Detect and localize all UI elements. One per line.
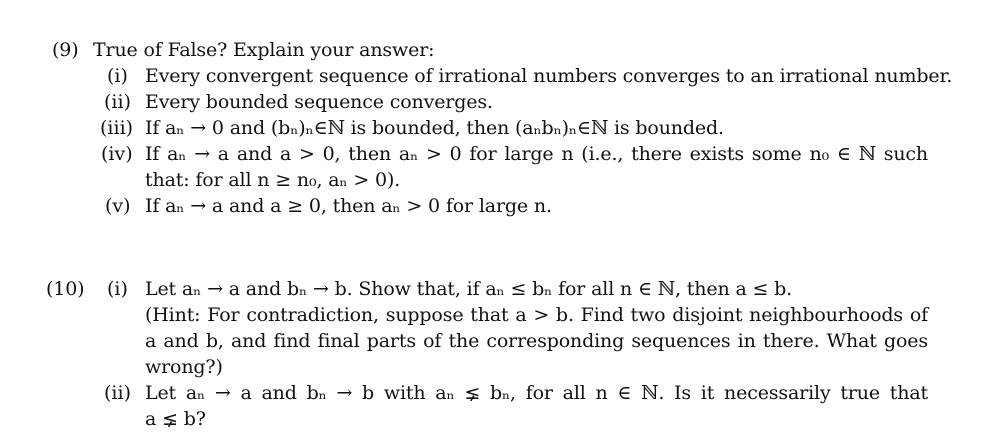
problem-9-item-iv-text: If aₙ → a and a > 0, then aₙ > 0 for large n (i.e., there exists some n₀ ∈ ℕ such: [145, 143, 928, 165]
problem-10-item-ii-line-1: Let aₙ → a and bₙ → b with aₙ ⪇ bₙ, for all n ∈ ℕ. Is it necessarily true that: [145, 382, 928, 404]
problem-10-item-i-line-1: Let aₙ → a and bₙ → b. Show that, if aₙ ≤ bₙ for all n ∈ ℕ, then a ≤ b.: [145, 278, 793, 300]
problem-9-item-iv-label: (iv): [101, 143, 133, 165]
problem-9-item-i-label: (i): [107, 65, 128, 87]
problem-9-item-v-text: If aₙ → a and a ≥ 0, then aₙ > 0 for large n.: [145, 195, 552, 217]
problem-9-item-iv-text-continued: that: for all n ≥ n₀, aₙ > 0).: [145, 169, 401, 191]
problem-9-item-i-text: Every convergent sequence of irrational numbers converges to an irrational number.: [145, 65, 953, 87]
problem-10-item-ii-line-2: a ⪇ b?: [145, 408, 206, 430]
problem-9-item-iii-label: (iii): [100, 117, 134, 139]
problem-10-number: (10): [46, 278, 85, 300]
problem-10-item-i-label: (i): [107, 278, 128, 300]
problem-9-item-ii-label: (ii): [104, 91, 131, 113]
problem-9-number: (9): [52, 39, 79, 61]
problem-10-item-i-line-3: a and b, and find final parts of the corresponding sequences in there. What goes: [145, 330, 928, 352]
problem-9-item-v-label: (v): [105, 195, 131, 217]
problem-10-item-i-line-2: (Hint: For contradiction, suppose that a > b. Find two disjoint neighbourhoods of: [145, 304, 928, 326]
problem-10-item-ii-label: (ii): [104, 382, 131, 404]
problem-9-prompt: True of False? Explain your answer:: [93, 39, 435, 61]
problem-10-item-i-line-4: wrong?): [145, 356, 223, 378]
problem-9-item-ii-text: Every bounded sequence converges.: [145, 91, 493, 113]
problem-9-item-iii-text: If aₙ → 0 and (bₙ)ₙ∈ℕ is bounded, then (aₙbₙ)ₙ∈ℕ is bounded.: [145, 117, 724, 139]
